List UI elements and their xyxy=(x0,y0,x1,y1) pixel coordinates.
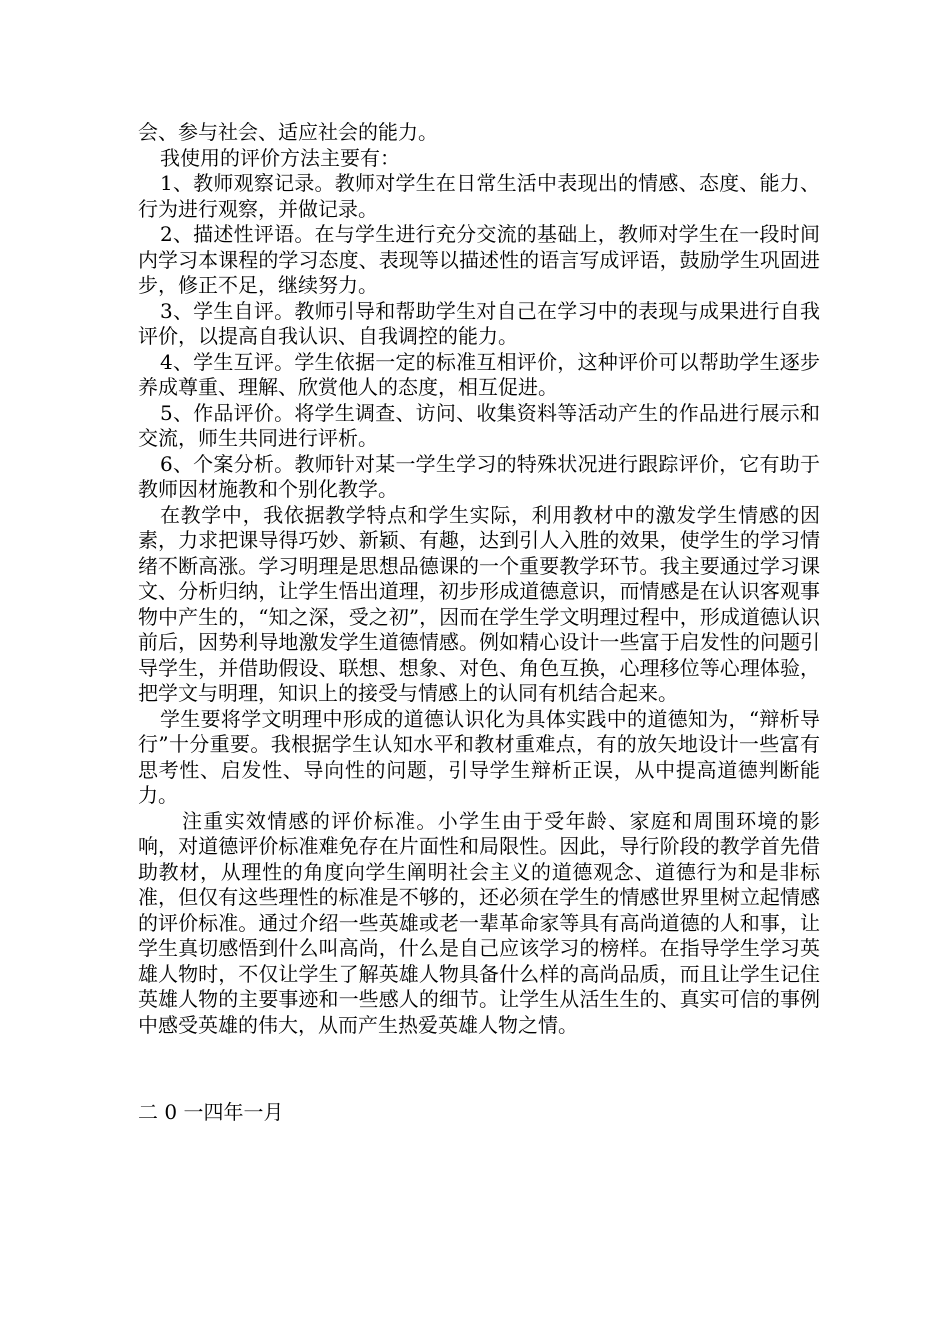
document-page xyxy=(138,120,820,1124)
paragraph-method-2: 2、描述性评语。在与学生进行充分交流的基础上，教师对学生在一段时间内学习本课程的学习态度、表现等以描述性的语言写成评语，鼓励学生巩固进步，修正不足，继续努力。 xyxy=(138,222,820,297)
paragraph-method-3: 3、学生自评。教师引导和帮助学生对自己在学习中的表现与成果进行自我评价，以提高自我认识、自我调控的能力。 xyxy=(138,298,820,348)
paragraph-methods-intro: 我使用的评价方法主要有： xyxy=(160,145,400,170)
document-date: 二 0 一四年一月 xyxy=(138,1100,284,1124)
paragraph-guided-action: 学生要将学文明理中形成的道德认识化为具体实践中的道德知为，“辩析导行”十分重要。我根据学生认知水平和教材重难点，有的放矢地设计一些富有思考性、启发性、导向性的问题，引导学生辩析正误，从中提高道德判断能力。 xyxy=(138,706,820,807)
paragraph-evaluation-standard: 注重实效情感的评价标准。小学生由于受年龄、家庭和周围环境的影响，对道德评价标准难免存在片面性和局限性。因此，导行阶段的教学首先借助教材，从理性的角度向学生阐明社会主义的道德观念、道德行为和是非标准，但仅有这些理性的标准是不够的，还必须在学生的情感世界里树立起情感的评价标准。通过介绍一些英雄或老一辈革命家等具有高尚道德的人和事，让学生真切感悟到什么叫高尚，什么是自己应该学习的榜样。在指导学生学习英雄人物时，不仅让学生了解英雄人物具备什么样的高尚品质，而且让学生记住英雄人物的主要事迹和一些感人的细节。让学生从活生生的、真实可信的事例中感受英雄的伟大，从而产生热爱英雄人物之情。 xyxy=(138,808,820,1037)
paragraph-teaching-practice: 在教学中，我依据教学特点和学生实际，利用教材中的激发学生情感的因素，力求把课导得巧妙、新颖、有趣，达到引人入胜的效果，使学生的学习情绪不断高涨。学习明理是思想品德课的一个重要教学环节。我主要通过学习课文、分析归纳，让学生悟出道理，初步形成道德意识，而情感是在认识客观事物中产生的，“知之深，受之初”，因而在学生学文明理过程中，形成道德认识前后，因势利导地激发学生道德情感。例如精心设计一些富于启发性的问题引导学生，并借助假设、联想、想象、对色、角色互换，心理移位等心理体验，把学文与明理，知识上的接受与情感上的认同有机结合起来。 xyxy=(138,502,820,705)
paragraph-method-6: 6、个案分析。教师针对某一学生学习的特殊状况进行跟踪评价，它有助于教师因材施教和个别化教学。 xyxy=(138,451,820,501)
paragraph-continuation: 会、参与社会、适应社会的能力。 xyxy=(138,120,438,144)
paragraph-method-1: 1、教师观察记录。教师对学生在日常生活中表现出的情感、态度、能力、行为进行观察，并做记录。 xyxy=(138,171,820,221)
paragraph-method-5: 5、作品评价。将学生调查、访问、收集资料等活动产生的作品进行展示和交流，师生共同进行评析。 xyxy=(138,400,820,450)
paragraph-method-4: 4、学生互评。学生依据一定的标准互相评价，这种评价可以帮助学生逐步养成尊重、理解、欣赏他人的态度，相互促进。 xyxy=(138,349,820,399)
